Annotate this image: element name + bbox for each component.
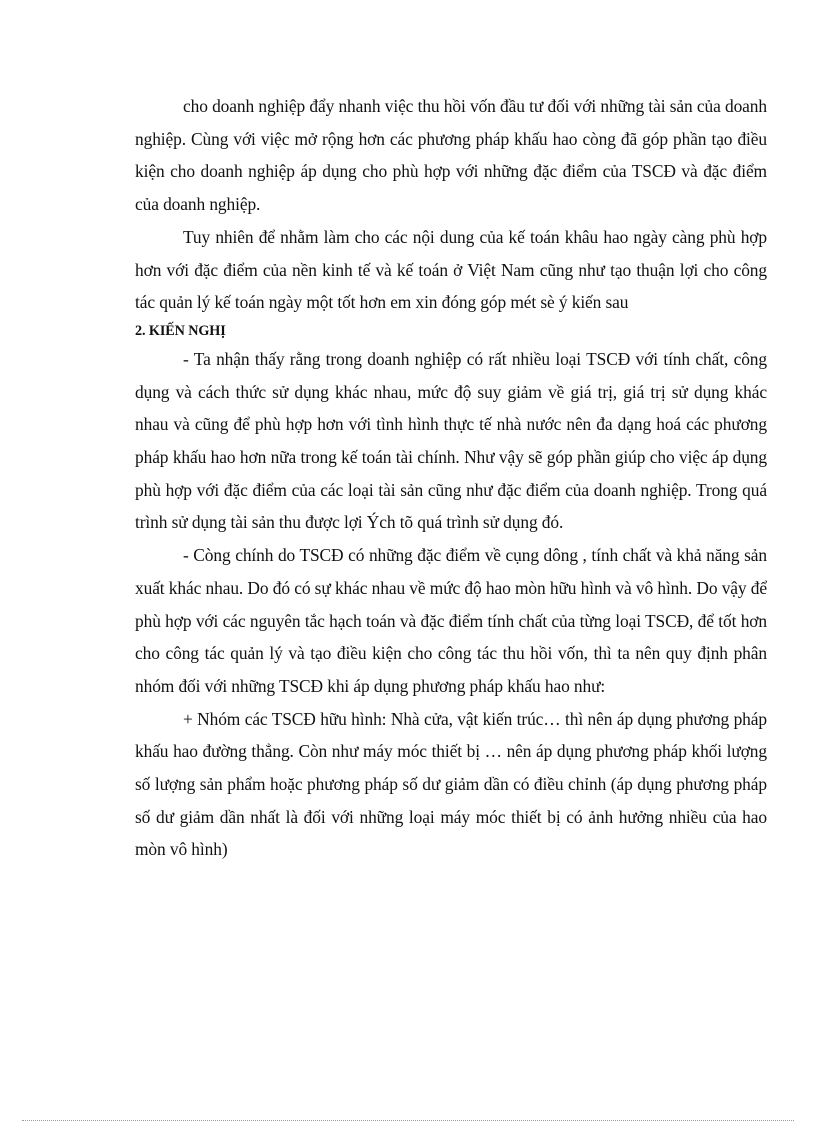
paragraph-intro-suggestions: Tuy nhiên để nhằm làm cho các nội dung của kế toán khâu hao ngày càng phù hợp hơn với đặc điểm của nền kinh tế và kế toán ở Việt Nam cũng như tạo thuận lợi cho công tác quản lý kế toán ngày một tốt hơn em xin đóng góp mét sè ý kiến sau	[135, 226, 767, 313]
page-bottom-border	[22, 1120, 794, 1121]
paragraph-continuation: cho doanh nghiệp đẩy nhanh việc thu hồi vốn đầu tư đối với những tài sản của doanh nghiệp. Cùng với việc mở rộng hơn các phương pháp khấu hao còng đã góp phần tạo điều kiện cho doanh nghiệp áp dụng cho phù hợp với những đặc điểm của TSCĐ và đặc điểm của doanh nghiệp.	[135, 96, 767, 215]
section-heading: 2. KIẾN NGHỊ	[135, 322, 226, 339]
document-body	[135, 90, 767, 866]
paragraph-recommendation-2: - Còng chính do TSCĐ có những đặc điểm về cụng dông , tính chất và khả năng sản xuất khác nhau. Do đó có sự khác nhau về mức độ hao mòn hữu hình và vô hình. Do vậy để phù hợp với các nguyên tắc hạch toán và đặc điểm tính chất của từng loại TSCĐ, để tốt hơn cho công tác quản lý và tạo điều kiện cho công tác thu hồi vốn, thì ta nên quy định phân nhóm đối với những TSCĐ khi áp dụng phương pháp khấu hao như:	[135, 545, 767, 696]
paragraph-recommendation-1: - Ta nhận thấy rằng trong doanh nghiệp có rất nhiều loại TSCĐ với tính chất, công dụng và cách thức sử dụng khác nhau, mức độ suy giảm về giá trị, giá trị sử dụng khác nhau và cũng để phù hợp hơn với tình hình thực tế nhà nước nên đa dạng hoá các phương pháp khấu hao hơn nữa trong kế toán tài chính. Như vậy sẽ góp phần giúp cho việc áp dụng phù hợp với đặc điểm của các loại tài sản cũng như đặc điểm của doanh nghiệp. Trong quá trình sử dụng tài sản thu được lợi Ých tõ quá trình sử dụng đó.	[135, 348, 767, 533]
paragraph-tangible-assets-group: + Nhóm các TSCĐ hữu hình: Nhà cửa, vật kiến trúc… thì nên áp dụng phương pháp khấu hao đường thẳng. Còn như máy móc thiết bị … nên áp dụng phương pháp khối lượng số lượng sản phẩm hoặc phương pháp số dư giảm dần có điều chỉnh (áp dụng phương pháp số dư giảm dần nhất là đối với những loại máy móc thiết bị có ảnh hưởng nhiều của hao mòn vô hình)	[135, 708, 767, 860]
